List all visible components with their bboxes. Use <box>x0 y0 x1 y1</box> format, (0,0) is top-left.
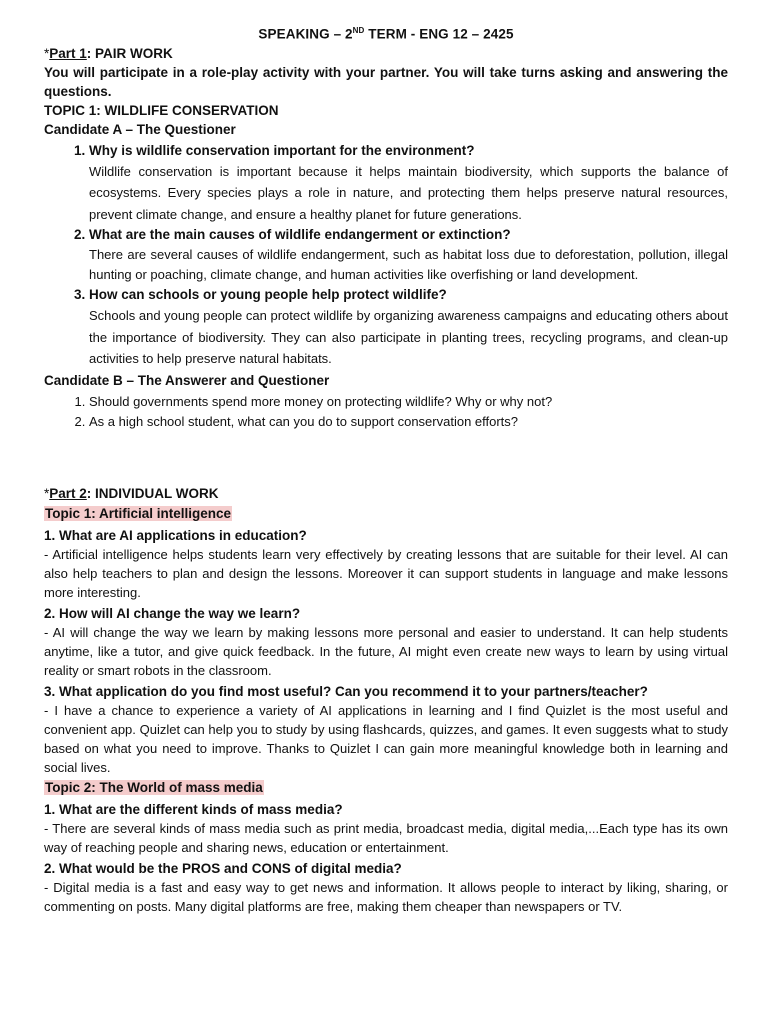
topic1-wildlife-heading: TOPIC 1: WILDLIFE CONSERVATION <box>44 102 279 118</box>
ai-answer-1: - Artificial intelligence helps students learn very effectively by creating lessons that are suitable for their level. AI can also help teachers to plan and design the lessons. Moreover it can support students in language and make lessons more interesting. <box>44 546 728 600</box>
part1-heading: *Part 1: PAIR WORK <box>44 45 173 61</box>
ai-question-1: 1. What are AI applications in education? <box>44 527 307 543</box>
spacer <box>44 432 728 484</box>
candidate-b-heading: Candidate B – The Answerer and Questioner <box>44 372 330 388</box>
list-item: 3. How can schools or young people help protect wildlife? Schools and young people can protect wildlife by organizing awareness campaigns and educating others about the importance of biodiversity. They can also participate in planting trees, recycling programs, and clean-up activities to help preserve natural habitats. <box>89 285 728 370</box>
topic-ai-heading: Topic 1: Artificial intelligence <box>45 505 232 521</box>
media-answer-2: - Digital media is a fast and easy way to get news and information. It allows people to interact by liking, sharing, or commenting on posts. Many digital platforms are free, making them cheaper than newspapers or TV. <box>44 879 728 914</box>
answer-text: There are several causes of wildlife endangerment, such as habitat loss due to deforestation, pollution, illegal hunting or poaching, climate change, and human activities like overfishing or land development. <box>89 247 728 282</box>
page-title: SPEAKING – 2ND TERM - ENG 12 – 2425 <box>258 26 514 42</box>
ai-answer-2: - AI will change the way we learn by making lessons more personal and easier to understand. It can help students anytime, like a tutor, and give quick feedback. In the future, AI might even create new ways to learn by using virtual reality or smart robots in the classroom. <box>44 624 728 678</box>
list-item: 1. Should governments spend more money on protecting wildlife? Why or why not? <box>89 392 728 412</box>
answer-text: Wildlife conservation is important because it helps maintain biodiversity, which supports the balance of ecosystems. Every species plays a role in nature, and protecting them helps preserve natural resources, prevent climate change, and ensure a healthy planet for future generations. <box>89 163 728 222</box>
part2-heading: *Part 2: INDIVIDUAL WORK <box>44 485 219 501</box>
list-item: 1. Why is wildlife conservation important for the environment? Wildlife conservation is important because it helps maintain biodiversity, which supports the balance of ecosystems. Every species plays a role in nature, and protecting them helps preserve natural resources, prevent climate change, and ensure a healthy planet for future generations. <box>89 141 728 226</box>
candidate-a-questions <box>44 141 728 370</box>
ai-answer-3: - I have a chance to experience a variety of AI applications in learning and I find Quizlet is the most useful and convenient app. Quizlet can help you to study by using flashcards, quizzes, and games. It even suggests what to study based on what you need to improve. Thanks to Quizlet I can gain more meaningful knowledge both in learning and social lives. <box>44 702 728 775</box>
topic-mass-media-heading: Topic 2: The World of mass media <box>45 779 263 795</box>
candidate-a-heading: Candidate A – The Questioner <box>44 121 236 137</box>
ai-question-3: 3. What application do you find most useful? Can you recommend it to your partners/teacher? <box>44 683 648 699</box>
part1-instruction: You will participate in a role-play activity with your partner. You will take turns asking and answering the questions. <box>44 64 728 99</box>
ai-question-2: 2. How will AI change the way we learn? <box>44 605 301 621</box>
answer-text: Schools and young people can protect wildlife by organizing awareness campaigns and educating others about the importance of biodiversity. They can also participate in planting trees, recycling programs, and clean-up activities to help preserve natural habitats. <box>89 308 728 366</box>
media-question-2: 2. What would be the PROS and CONS of digital media? <box>44 860 402 876</box>
candidate-b-questions <box>44 392 728 432</box>
list-item: 2. What are the main causes of wildlife endangerment or extinction? There are several causes of wildlife endangerment, such as habitat loss due to deforestation, pollution, illegal hunting or poaching, climate change, and human activities like overfishing or land development. <box>89 225 728 285</box>
list-item: 2. As a high school student, what can you do to support conservation efforts? <box>89 412 728 432</box>
media-question-1: 1. What are the different kinds of mass media? <box>44 801 343 817</box>
media-answer-1: - There are several kinds of mass media such as print media, broadcast media, digital media,...Each type has its own way of reaching people and sharing news, education or entertainment. <box>44 820 728 855</box>
